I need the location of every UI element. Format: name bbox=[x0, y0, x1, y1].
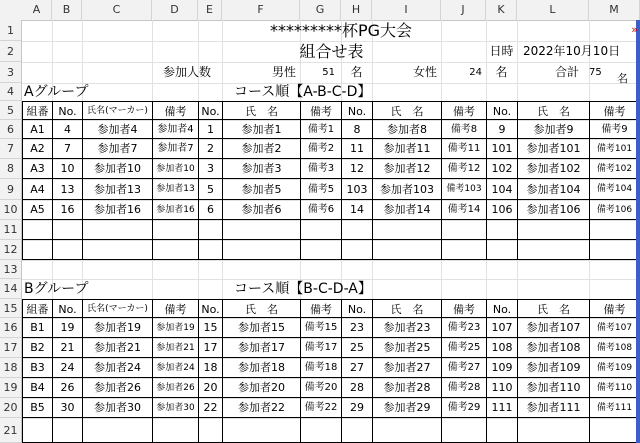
table-header[interactable]: 備考 bbox=[441, 299, 486, 318]
male-label[interactable]: 男性 bbox=[271, 65, 296, 79]
table-cell[interactable]: 備考20 bbox=[300, 378, 341, 398]
table-cell[interactable]: 106 bbox=[486, 200, 517, 220]
table-header[interactable]: 備考 bbox=[152, 299, 198, 318]
table-cell[interactable]: 109 bbox=[486, 358, 517, 378]
row-header-5[interactable]: 5 bbox=[0, 101, 21, 120]
table-cell[interactable]: 111 bbox=[486, 398, 517, 418]
table-cell[interactable]: 11 bbox=[341, 139, 372, 159]
table-cell[interactable]: 29 bbox=[341, 398, 372, 418]
sheet-title[interactable]: *********杯PG大会 bbox=[269, 21, 413, 40]
row-header-21[interactable]: 21 bbox=[0, 418, 21, 443]
table-cell[interactable]: 28 bbox=[341, 378, 372, 398]
empty-cell[interactable] bbox=[441, 240, 486, 260]
close-icon[interactable]: » bbox=[631, 23, 638, 36]
sheet-subtitle[interactable]: 組合せ表 bbox=[299, 42, 364, 61]
column-header-i[interactable]: I bbox=[372, 0, 441, 20]
date-label[interactable]: 日時 bbox=[489, 44, 514, 58]
table-cell[interactable]: 参加者20 bbox=[222, 378, 300, 398]
empty-cell[interactable] bbox=[372, 418, 441, 443]
empty-cell[interactable] bbox=[222, 240, 300, 260]
empty-cell[interactable] bbox=[22, 220, 52, 240]
table-cell[interactable]: 107 bbox=[486, 318, 517, 338]
empty-cell[interactable] bbox=[517, 240, 589, 260]
table-cell[interactable]: 103 bbox=[341, 179, 372, 200]
empty-cell[interactable] bbox=[300, 418, 341, 443]
table-cell[interactable]: 備考29 bbox=[441, 398, 486, 418]
row-header-11[interactable]: 11 bbox=[0, 220, 21, 240]
table-header[interactable]: 組番 bbox=[22, 299, 52, 318]
table-cell[interactable]: 備考5 bbox=[300, 179, 341, 200]
table-cell[interactable]: 参加者15 bbox=[222, 318, 300, 338]
column-header-g[interactable]: G bbox=[300, 0, 341, 20]
row-header-1[interactable]: 1 bbox=[0, 20, 21, 41]
male-value[interactable]: 51 bbox=[322, 67, 335, 78]
table-header[interactable]: 備考 bbox=[300, 299, 341, 318]
table-cell[interactable]: 参加者5 bbox=[222, 179, 300, 200]
table-cell[interactable]: 参加者7 bbox=[82, 139, 152, 159]
female-value[interactable]: 24 bbox=[469, 67, 482, 78]
table-cell[interactable]: 21 bbox=[52, 338, 82, 358]
group-course[interactable]: コース順【A-B-C-D】 bbox=[234, 84, 372, 100]
row-header-20[interactable]: 20 bbox=[0, 398, 21, 418]
grid-hline bbox=[22, 260, 640, 261]
table-cell[interactable]: 参加者102 bbox=[517, 159, 589, 179]
table-cell[interactable]: 参加者13 bbox=[82, 179, 152, 200]
table-cell[interactable]: 19 bbox=[52, 318, 82, 338]
table-header[interactable]: 氏 名 bbox=[372, 101, 441, 120]
table-cell[interactable]: 参加者16 bbox=[152, 200, 198, 220]
table-cell[interactable]: 参加者6 bbox=[222, 200, 300, 220]
table-header[interactable]: No. bbox=[341, 299, 372, 318]
empty-cell[interactable] bbox=[441, 220, 486, 240]
table-cell[interactable]: 参加者30 bbox=[152, 398, 198, 418]
table-cell[interactable]: 参加者14 bbox=[372, 200, 441, 220]
empty-cell[interactable] bbox=[152, 240, 198, 260]
empty-cell[interactable] bbox=[198, 220, 222, 240]
table-cell[interactable]: 参加者26 bbox=[152, 378, 198, 398]
empty-cell[interactable] bbox=[22, 240, 52, 260]
empty-cell[interactable] bbox=[152, 418, 198, 443]
participants-label[interactable]: 参加人数 bbox=[162, 65, 211, 79]
table-cell[interactable]: 12 bbox=[341, 159, 372, 179]
unit-label[interactable]: 名 bbox=[350, 65, 363, 79]
table-cell[interactable]: 備考27 bbox=[441, 358, 486, 378]
table-cell[interactable]: 16 bbox=[52, 200, 82, 220]
total-value[interactable]: 75 bbox=[589, 67, 602, 78]
table-cell[interactable]: 備考14 bbox=[441, 200, 486, 220]
date-value[interactable]: 2022年10月10日 bbox=[523, 44, 621, 58]
empty-cell[interactable] bbox=[82, 418, 152, 443]
table-cell[interactable]: 参加者104 bbox=[517, 179, 589, 200]
table-cell[interactable]: 参加者110 bbox=[517, 378, 589, 398]
column-header-bar bbox=[0, 0, 640, 21]
column-header-m[interactable]: M bbox=[589, 0, 640, 20]
table-row-group-number[interactable]: A3 bbox=[22, 159, 52, 179]
table-cell[interactable]: 参加者4 bbox=[82, 120, 152, 139]
table-cell[interactable]: 17 bbox=[198, 338, 222, 358]
table-cell[interactable]: 参加者3 bbox=[222, 159, 300, 179]
table-cell[interactable]: 3 bbox=[198, 159, 222, 179]
table-cell[interactable]: 備考23 bbox=[441, 318, 486, 338]
table-header[interactable]: No. bbox=[52, 299, 82, 318]
table-cell[interactable]: 備考9 bbox=[589, 120, 640, 139]
column-header-k[interactable]: K bbox=[486, 0, 517, 20]
table-cell[interactable]: 備考107 bbox=[589, 318, 640, 338]
empty-cell[interactable] bbox=[341, 418, 372, 443]
table-cell[interactable]: 5 bbox=[198, 179, 222, 200]
row-header-10[interactable]: 10 bbox=[0, 200, 21, 220]
table-cell[interactable]: 参加者24 bbox=[82, 358, 152, 378]
empty-cell[interactable] bbox=[372, 240, 441, 260]
table-cell[interactable]: 26 bbox=[52, 378, 82, 398]
empty-cell[interactable] bbox=[441, 418, 486, 443]
table-cell[interactable]: 27 bbox=[341, 358, 372, 378]
table-cell[interactable]: 6 bbox=[198, 200, 222, 220]
row-header-4[interactable]: 4 bbox=[0, 83, 21, 101]
table-header[interactable]: No. bbox=[341, 101, 372, 120]
empty-cell[interactable] bbox=[52, 418, 82, 443]
column-header-f[interactable]: F bbox=[222, 0, 300, 20]
table-cell[interactable]: 備考6 bbox=[300, 200, 341, 220]
table-cell[interactable]: 108 bbox=[486, 338, 517, 358]
table-cell[interactable]: 参加者16 bbox=[82, 200, 152, 220]
table-header[interactable]: 氏 名 bbox=[222, 101, 300, 120]
table-cell[interactable]: 2 bbox=[198, 139, 222, 159]
table-header[interactable]: 氏名(マーカー) bbox=[82, 101, 152, 120]
table-cell[interactable]: 備考109 bbox=[589, 358, 640, 378]
table-row-group-number[interactable]: A1 bbox=[22, 120, 52, 139]
unit-label[interactable]: 名 bbox=[495, 65, 508, 79]
table-cell[interactable]: 22 bbox=[198, 398, 222, 418]
column-header-e[interactable]: E bbox=[198, 0, 222, 20]
row-header-3[interactable]: 3 bbox=[0, 62, 21, 83]
row-header-16[interactable]: 16 bbox=[0, 318, 21, 338]
table-header[interactable]: 備考 bbox=[152, 101, 198, 120]
group-name[interactable]: Aグループ bbox=[24, 84, 89, 100]
table-cell[interactable]: 備考28 bbox=[441, 378, 486, 398]
table-cell[interactable]: 参加者106 bbox=[517, 200, 589, 220]
empty-cell[interactable] bbox=[341, 220, 372, 240]
table-cell[interactable]: 1 bbox=[198, 120, 222, 139]
table-row-group-number[interactable]: B4 bbox=[22, 378, 52, 398]
table-header[interactable]: No. bbox=[198, 299, 222, 318]
table-header[interactable]: No. bbox=[486, 299, 517, 318]
empty-cell[interactable] bbox=[222, 220, 300, 240]
table-cell[interactable]: 備考22 bbox=[300, 398, 341, 418]
empty-cell[interactable] bbox=[589, 220, 640, 240]
table-header[interactable]: 備考 bbox=[300, 101, 341, 120]
empty-cell[interactable] bbox=[300, 220, 341, 240]
table-cell[interactable]: 参加者10 bbox=[152, 159, 198, 179]
table-cell[interactable]: 13 bbox=[52, 179, 82, 200]
table-cell[interactable]: 備考12 bbox=[441, 159, 486, 179]
column-header-h[interactable]: H bbox=[341, 0, 372, 20]
table-cell[interactable]: 参加者9 bbox=[517, 120, 589, 139]
column-header-j[interactable]: J bbox=[441, 0, 486, 20]
female-label[interactable]: 女性 bbox=[412, 65, 437, 79]
table-header[interactable]: 組番 bbox=[22, 101, 52, 120]
table-cell[interactable]: 参加者10 bbox=[82, 159, 152, 179]
table-cell[interactable]: 参加者108 bbox=[517, 338, 589, 358]
table-cell[interactable]: 参加者27 bbox=[372, 358, 441, 378]
empty-cell[interactable] bbox=[517, 220, 589, 240]
table-cell[interactable]: 参加者111 bbox=[517, 398, 589, 418]
table-cell[interactable]: 9 bbox=[486, 120, 517, 139]
unit-label[interactable]: 名 bbox=[617, 72, 628, 85]
column-header-l[interactable]: L bbox=[517, 0, 589, 20]
table-cell[interactable]: 参加者21 bbox=[82, 338, 152, 358]
group-course[interactable]: コース順【B-C-D-A】 bbox=[234, 281, 372, 297]
table-row-group-number[interactable]: B5 bbox=[22, 398, 52, 418]
table-cell[interactable]: 参加者4 bbox=[152, 120, 198, 139]
column-header-c[interactable]: C bbox=[82, 0, 152, 20]
table-cell[interactable]: 参加者12 bbox=[372, 159, 441, 179]
empty-cell[interactable] bbox=[152, 220, 198, 240]
table-cell[interactable]: 参加者25 bbox=[372, 338, 441, 358]
column-header-d[interactable]: D bbox=[152, 0, 198, 20]
table-cell[interactable]: 25 bbox=[341, 338, 372, 358]
empty-cell[interactable] bbox=[222, 418, 300, 443]
table-cell[interactable]: 備考2 bbox=[300, 139, 341, 159]
table-cell[interactable]: 参加者17 bbox=[222, 338, 300, 358]
table-cell[interactable]: 備考103 bbox=[441, 179, 486, 200]
table-row-group-number[interactable]: A2 bbox=[22, 139, 52, 159]
row-header-8[interactable]: 8 bbox=[0, 159, 21, 179]
table-cell[interactable]: 備考3 bbox=[300, 159, 341, 179]
row-header-14[interactable]: 14 bbox=[0, 279, 21, 299]
empty-cell[interactable] bbox=[589, 418, 640, 443]
table-cell[interactable]: 参加者28 bbox=[372, 378, 441, 398]
table-cell[interactable]: 備考25 bbox=[441, 338, 486, 358]
table-header[interactable]: 氏 名 bbox=[372, 299, 441, 318]
empty-cell[interactable] bbox=[486, 240, 517, 260]
table-cell[interactable]: 23 bbox=[341, 318, 372, 338]
total-label[interactable]: 合計 bbox=[554, 65, 579, 79]
row-header-2[interactable]: 2 bbox=[0, 41, 21, 62]
table-cell[interactable]: 備考101 bbox=[589, 139, 640, 159]
table-header[interactable]: 備考 bbox=[589, 101, 640, 120]
empty-cell[interactable] bbox=[198, 418, 222, 443]
row-header-9[interactable]: 9 bbox=[0, 179, 21, 200]
column-header-b[interactable]: B bbox=[52, 0, 82, 20]
table-cell[interactable]: 参加者30 bbox=[82, 398, 152, 418]
table-header[interactable]: No. bbox=[486, 101, 517, 120]
table-cell[interactable]: 参加者107 bbox=[517, 318, 589, 338]
table-cell[interactable]: 備考8 bbox=[441, 120, 486, 139]
table-cell[interactable]: 18 bbox=[198, 358, 222, 378]
row-header-17[interactable]: 17 bbox=[0, 338, 21, 358]
row-header-19[interactable]: 19 bbox=[0, 378, 21, 398]
table-cell[interactable]: 102 bbox=[486, 159, 517, 179]
empty-cell[interactable] bbox=[52, 240, 82, 260]
table-cell[interactable]: 4 bbox=[52, 120, 82, 139]
table-row-group-number[interactable]: A5 bbox=[22, 200, 52, 220]
row-header-12[interactable]: 12 bbox=[0, 240, 21, 260]
table-cell[interactable]: 参加者24 bbox=[152, 358, 198, 378]
table-cell[interactable]: 7 bbox=[52, 139, 82, 159]
row-header-bar bbox=[0, 20, 22, 443]
table-cell[interactable]: 参加者101 bbox=[517, 139, 589, 159]
table-cell[interactable]: 参加者21 bbox=[152, 338, 198, 358]
table-header[interactable]: 備考 bbox=[441, 101, 486, 120]
table-cell[interactable]: 備考15 bbox=[300, 318, 341, 338]
table-cell[interactable]: 参加者1 bbox=[222, 120, 300, 139]
table-cell[interactable]: 30 bbox=[52, 398, 82, 418]
table-cell[interactable]: 参加者18 bbox=[222, 358, 300, 378]
group-name[interactable]: Bグループ bbox=[24, 281, 89, 297]
table-cell[interactable]: 参加者22 bbox=[222, 398, 300, 418]
table-cell[interactable]: 参加者11 bbox=[372, 139, 441, 159]
table-cell[interactable]: 参加者2 bbox=[222, 139, 300, 159]
table-cell[interactable]: 参加者103 bbox=[372, 179, 441, 200]
table-cell[interactable]: 備考17 bbox=[300, 338, 341, 358]
row-header-13[interactable]: 13 bbox=[0, 260, 21, 279]
empty-cell[interactable] bbox=[198, 240, 222, 260]
row-header-15[interactable]: 15 bbox=[0, 299, 21, 318]
table-cell[interactable]: 参加者7 bbox=[152, 139, 198, 159]
empty-cell[interactable] bbox=[22, 418, 52, 443]
table-cell[interactable]: 参加者13 bbox=[152, 179, 198, 200]
empty-cell[interactable] bbox=[486, 220, 517, 240]
empty-cell[interactable] bbox=[82, 220, 152, 240]
empty-cell[interactable] bbox=[300, 240, 341, 260]
table-cell[interactable]: 参加者19 bbox=[152, 318, 198, 338]
table-cell[interactable]: 備考11 bbox=[441, 139, 486, 159]
table-cell[interactable]: 備考108 bbox=[589, 338, 640, 358]
empty-cell[interactable] bbox=[589, 240, 640, 260]
table-cell[interactable]: 備考1 bbox=[300, 120, 341, 139]
table-header[interactable]: No. bbox=[198, 101, 222, 120]
row-header-6[interactable]: 6 bbox=[0, 120, 21, 139]
table-cell[interactable]: 備考110 bbox=[589, 378, 640, 398]
table-header[interactable]: 備考 bbox=[589, 299, 640, 318]
table-header[interactable]: No. bbox=[52, 101, 82, 120]
table-cell[interactable]: 101 bbox=[486, 139, 517, 159]
table-cell[interactable]: 14 bbox=[341, 200, 372, 220]
table-cell[interactable]: 備考104 bbox=[589, 179, 640, 200]
table-row-group-number[interactable]: B2 bbox=[22, 338, 52, 358]
table-row-group-number[interactable]: B3 bbox=[22, 358, 52, 378]
empty-cell[interactable] bbox=[52, 220, 82, 240]
table-cell[interactable]: 備考111 bbox=[589, 398, 640, 418]
table-cell[interactable]: 参加者8 bbox=[372, 120, 441, 139]
table-cell[interactable]: 8 bbox=[341, 120, 372, 139]
table-cell[interactable]: 参加者29 bbox=[372, 398, 441, 418]
empty-cell[interactable] bbox=[486, 418, 517, 443]
table-cell[interactable]: 備考102 bbox=[589, 159, 640, 179]
table-row-group-number[interactable]: B1 bbox=[22, 318, 52, 338]
table-cell[interactable]: 参加者19 bbox=[82, 318, 152, 338]
table-header[interactable]: 氏名(マーカー) bbox=[82, 299, 152, 318]
table-cell[interactable]: 15 bbox=[198, 318, 222, 338]
empty-cell[interactable] bbox=[341, 240, 372, 260]
table-cell[interactable]: 備考18 bbox=[300, 358, 341, 378]
table-header[interactable]: 氏 名 bbox=[222, 299, 300, 318]
table-row-group-number[interactable]: A4 bbox=[22, 179, 52, 200]
table-header[interactable]: 氏 名 bbox=[517, 299, 589, 318]
table-cell[interactable]: 参加者109 bbox=[517, 358, 589, 378]
table-cell[interactable]: 参加者23 bbox=[372, 318, 441, 338]
table-cell[interactable]: 備考106 bbox=[589, 200, 640, 220]
table-cell[interactable]: 20 bbox=[198, 378, 222, 398]
table-header[interactable]: 氏 名 bbox=[517, 101, 589, 120]
row-header-18[interactable]: 18 bbox=[0, 358, 21, 378]
table-cell[interactable]: 104 bbox=[486, 179, 517, 200]
table-cell[interactable]: 10 bbox=[52, 159, 82, 179]
table-cell[interactable]: 110 bbox=[486, 378, 517, 398]
empty-cell[interactable] bbox=[517, 418, 589, 443]
empty-cell[interactable] bbox=[372, 220, 441, 240]
table-cell[interactable]: 参加者26 bbox=[82, 378, 152, 398]
empty-cell[interactable] bbox=[82, 240, 152, 260]
scrollbar-right[interactable] bbox=[636, 20, 640, 443]
column-header-a[interactable]: A bbox=[22, 0, 52, 20]
row-header-7[interactable]: 7 bbox=[0, 139, 21, 159]
table-cell[interactable]: 24 bbox=[52, 358, 82, 378]
